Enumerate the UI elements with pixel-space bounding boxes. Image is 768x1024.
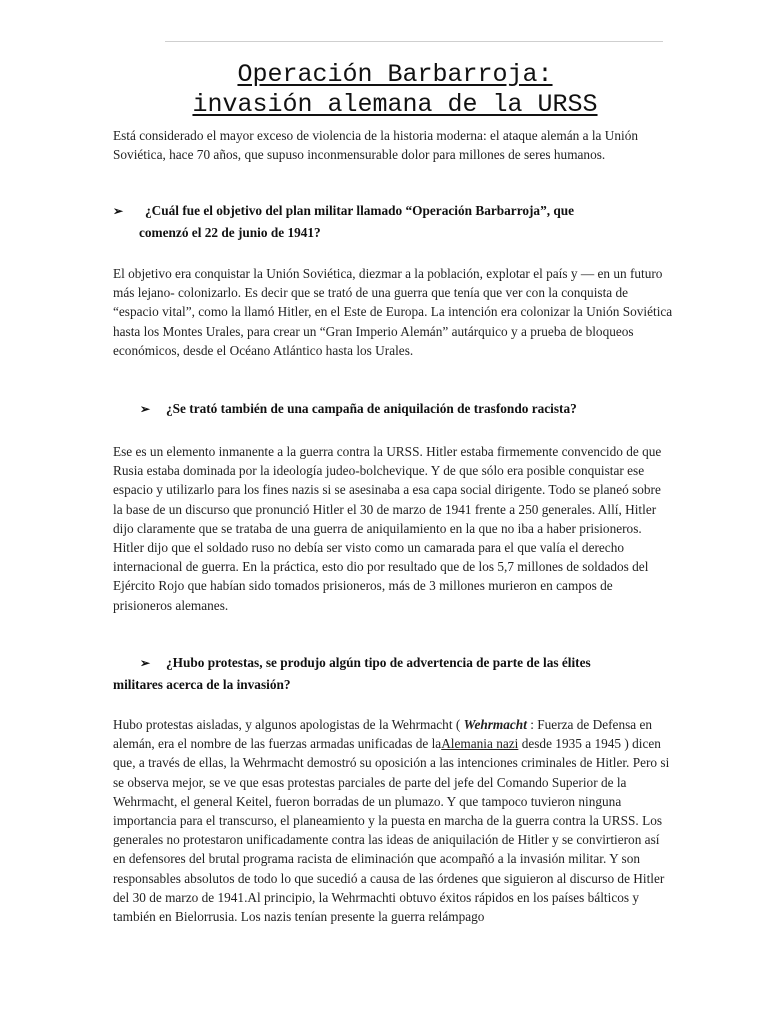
- page-title: [160, 60, 630, 120]
- intro-paragraph: Está considerado el mayor exceso de violencia de la historia moderna: el ataque alemán a la Unión Soviética, hace 70 años, que supuso inconmensurable dolor para millones de seres humanos.: [113, 128, 639, 163]
- answer-3-paragraph: [113, 715, 673, 926]
- question-1-line-2: comenzó el 22 de junio de 1941?: [139, 225, 321, 240]
- title-line-1: Operación Barbarroja:: [237, 60, 553, 89]
- question-2: [140, 398, 680, 420]
- arrow-bullet-icon: ➢: [113, 204, 124, 218]
- question-1-line-1: ¿Cuál fue el objetivo del plan militar llamado “Operación Barbarroja”, que: [145, 203, 575, 218]
- wehrmacht-term: Wehrmacht: [463, 717, 527, 732]
- question-2-line-1: ¿Se trató también de una campaña de aniquilación de trasfondo racista?: [166, 401, 577, 416]
- answer-3-text-mid: : Fuerza de Defensa en alemán, era el nombre de las fuerzas armadas unificadas de la: [113, 717, 653, 752]
- answer-3-text-pre: Hubo protestas aisladas, y algunos apologistas de la Wehrmacht (: [113, 717, 464, 732]
- top-divider: [165, 41, 663, 42]
- answer-1-paragraph: El objetivo era conquistar la Unión Soviética, diezmar a la población, explotar el país y — en un futuro más lejano- colonizarlo. Es decir que se trató de una guerra que tenía que ver con la conquista de “espacio vital”, como la llamó Hitler, en el Este de Europa. La intención era colonizar la Unión Soviética hasta los Montes Urales, para crear un “Gran Imperio Alemán” autárquico y a prueba de bloqueos económicos, desde el Océano Atlántico hasta los Urales.: [113, 266, 673, 358]
- answer-2-paragraph: Ese es un elemento inmanente a la guerra contra la URSS. Hitler estaba firmemente convencido de que Rusia estaba dominada por la ideología judeo-bolchevique. Y de que sólo era posible conquistar ese espacio y utilizarlo para los fines nazis si se asesinaba a esa capa social dirigente. Todo se planeó sobre la base de un discurso que pronunció Hitler el 30 de marzo de 1941 frente a 250 generales. Allí, Hitler dijo claramente que se trataba de una guerra de aniquilamiento en la que no iba a haber prisioneros. Hitler dijo que el soldado ruso no debía ser visto como un camarada para el que valía el derecho internacional de guerra. En la práctica, esto dio por resultado que de los 5,7 millones de soldados del Ejército Rojo que habían sido tomados prisioneros, más de 3 millones murieron en campos de prisioneros alemanes.: [113, 444, 662, 613]
- arrow-bullet-icon: ➢: [140, 402, 151, 416]
- arrow-bullet-icon: ➢: [140, 656, 151, 670]
- question-3-line-2: militares acerca de la invasión?: [113, 677, 291, 692]
- question-3-line-1: ¿Hubo protestas, se produjo algún tipo de advertencia de parte de las élites: [166, 655, 591, 670]
- question-3: [113, 652, 683, 696]
- answer-3-text-post: desde 1935 a 1945 ) dicen que, a través de ellas, la Wehrmacht demostró su oposición a las intenciones criminales de Hitler. Pero si se observa mejor, se ve que esas protestas parciales de parte del jefe del Comando Superior de la Wehrmacht, el general Keitel, fueron borradas de un plumazo. Y que tampoco tuvieron ninguna importancia para el transcurso, el planeamiento y la puesta en marcha de la guerra contra la URSS. Los generales no protestaron unificadamente contra las ideas de aniquilación de Hitler y se convirtieron así en defensores del brutal programa racista de eliminación que acompañó a la invasión militar. Y son responsables absolutos de todo lo que sucedió a causa de las órdenes que siguieron al discurso de Hitler del 30 de marzo de 1941.Al principio, la Wehrmachti obtuvo éxitos rápidos en los países bálticos y también en Bielorrusia. Los nazis tenían presente la guerra relámpago: [113, 736, 670, 925]
- question-1: [113, 200, 683, 244]
- alemania-nazi-link[interactable]: Alemania nazi: [441, 736, 519, 752]
- title-line-2: invasión alemana de la URSS: [192, 90, 598, 119]
